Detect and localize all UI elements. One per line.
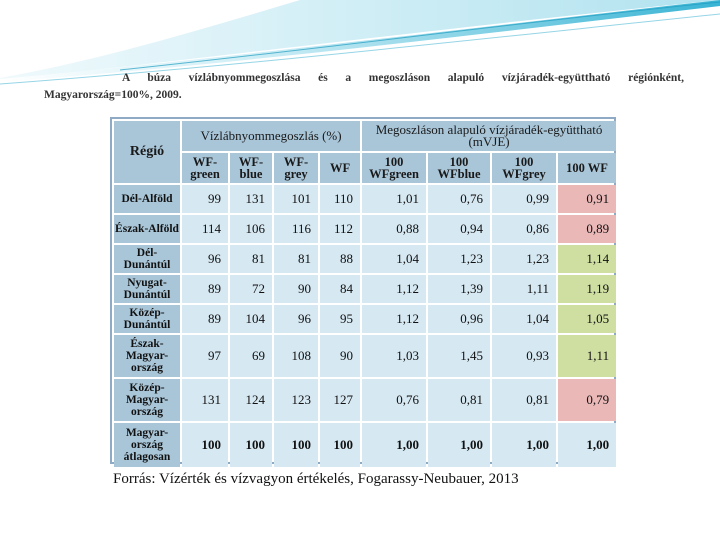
table-cell: 1,04 (492, 305, 556, 333)
table-cell: 100 (230, 423, 272, 467)
table-cell: 114 (182, 215, 228, 243)
column-header: 100 WFgrey (492, 153, 556, 183)
table-cell: 0,88 (362, 215, 426, 243)
table-cell: 124 (230, 379, 272, 421)
table-cell: 69 (230, 335, 272, 377)
table-cell: 96 (182, 245, 228, 273)
table-cell: 84 (320, 275, 360, 303)
table-cell: 1,03 (362, 335, 426, 377)
table-row (114, 185, 616, 213)
table-cell: 112 (320, 215, 360, 243)
column-header: WF-blue (230, 153, 272, 183)
column-header: 100 WFgreen (362, 153, 426, 183)
region-cell: Dél-Alföld (114, 185, 180, 213)
table-cell-highlight: 1,05 (558, 305, 616, 333)
table-cell: 1,11 (492, 275, 556, 303)
water-footprint-share-header: Vízlábnyommegoszlás (%) (182, 121, 360, 151)
table-row-average (114, 423, 616, 467)
table-cell: 72 (230, 275, 272, 303)
table-cell: 127 (320, 379, 360, 421)
table-caption (44, 70, 684, 104)
table-cell: 1,12 (362, 305, 426, 333)
table-cell-highlight: 1,11 (558, 335, 616, 377)
table-cell-highlight: 1,19 (558, 275, 616, 303)
table-row (114, 379, 616, 421)
water-rent-coefficient-header: Megoszláson alapuló vízjáradék-együttható (mVJE) (362, 121, 616, 151)
column-header: WF (320, 153, 360, 183)
table-cell: 1,23 (428, 245, 490, 273)
table-cell: 0,81 (492, 379, 556, 421)
table-cell: 1,04 (362, 245, 426, 273)
table-cell: 95 (320, 305, 360, 333)
region-cell: Észak-Alföld (114, 215, 180, 243)
table-cell: 108 (274, 335, 318, 377)
table-cell: 1,23 (492, 245, 556, 273)
table-row (114, 215, 616, 243)
table-cell: 1,12 (362, 275, 426, 303)
table-cell: 0,76 (428, 185, 490, 213)
table-cell: 110 (320, 185, 360, 213)
column-header: 100 WFblue (428, 153, 490, 183)
table-cell: 100 (274, 423, 318, 467)
table-cell: 89 (182, 275, 228, 303)
table-cell: 0,96 (428, 305, 490, 333)
table-cell: 1,00 (362, 423, 426, 467)
table-cell: 89 (182, 305, 228, 333)
table-cell: 0,94 (428, 215, 490, 243)
table-cell: 116 (274, 215, 318, 243)
table-cell: 97 (182, 335, 228, 377)
table-row (114, 335, 616, 377)
table-cell: 0,99 (492, 185, 556, 213)
data-table-container (110, 117, 616, 464)
column-header: WF-green (182, 153, 228, 183)
table-cell: 104 (230, 305, 272, 333)
table-cell: 0,76 (362, 379, 426, 421)
table-row (114, 245, 616, 273)
table-cell: 1,00 (492, 423, 556, 467)
water-footprint-table (112, 119, 618, 469)
region-header: Régió (114, 121, 180, 183)
table-cell: 100 (320, 423, 360, 467)
table-cell: 99 (182, 185, 228, 213)
table-cell: 90 (274, 275, 318, 303)
region-cell: Közép-Magyar-ország (114, 379, 180, 421)
column-header: WF-grey (274, 153, 318, 183)
table-cell-highlight: 0,79 (558, 379, 616, 421)
table-cell: 96 (274, 305, 318, 333)
table-cell-highlight: 0,89 (558, 215, 616, 243)
column-header: 100 WF (558, 153, 616, 183)
table-cell: 1,45 (428, 335, 490, 377)
table-cell: 1,01 (362, 185, 426, 213)
table-cell-highlight: 0,91 (558, 185, 616, 213)
region-cell: Dél-Dunántúl (114, 245, 180, 273)
table-cell: 88 (320, 245, 360, 273)
table-cell: 1,00 (428, 423, 490, 467)
region-cell: Nyugat-Dunántúl (114, 275, 180, 303)
caption-line-2: Magyarország=100%, 2009. (44, 89, 182, 101)
table-cell: 1,00 (558, 423, 616, 467)
table-cell: 100 (182, 423, 228, 467)
table-cell: 0,86 (492, 215, 556, 243)
table-cell: 1,39 (428, 275, 490, 303)
table-cell: 0,93 (492, 335, 556, 377)
region-cell: Magyar-ország átlagosan (114, 423, 180, 467)
table-cell: 106 (230, 215, 272, 243)
table-cell: 131 (230, 185, 272, 213)
region-cell: Közép-Dunántúl (114, 305, 180, 333)
table-row (114, 275, 616, 303)
table-cell-highlight: 1,14 (558, 245, 616, 273)
table-cell: 123 (274, 379, 318, 421)
source-citation: Forrás: Vízérték és vízvagyon értékelés, Fogarassy-Neubauer, 2013 (113, 471, 519, 487)
table-cell: 81 (230, 245, 272, 273)
table-cell: 131 (182, 379, 228, 421)
table-cell: 101 (274, 185, 318, 213)
table-cell: 81 (274, 245, 318, 273)
caption-line-1: A búza vízlábnyommegoszlása és a megoszláson alapuló vízjáradék-együttható régiónként, (122, 72, 684, 84)
region-cell: Észak-Magyar-ország (114, 335, 180, 377)
table-cell: 90 (320, 335, 360, 377)
table-row (114, 305, 616, 333)
table-cell: 0,81 (428, 379, 490, 421)
